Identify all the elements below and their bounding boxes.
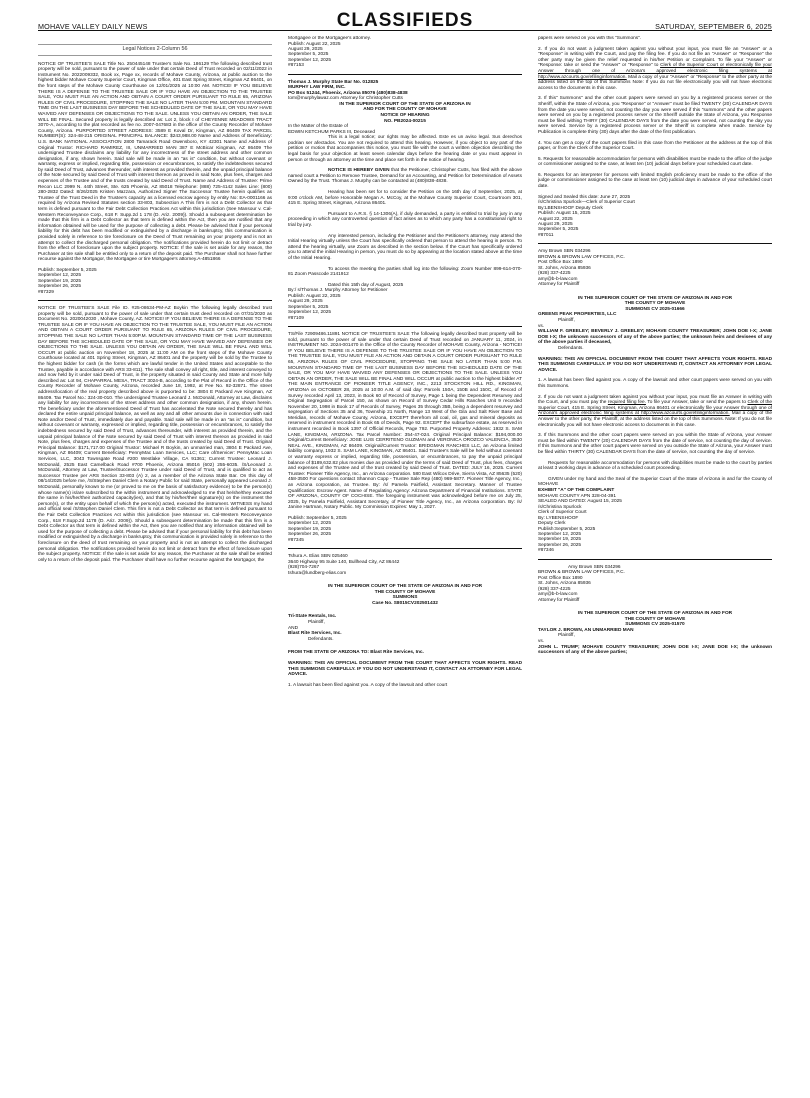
case-number: NO. PB2024-00215 — [384, 118, 426, 124]
court-caption — [538, 611, 772, 628]
signed-line: By:LBENSHOOF Deputy Clerk — [538, 205, 603, 211]
plaintiff-role: Plaintiff, — [558, 633, 575, 639]
attorney-line: BROWN & BROWN LAW OFFICES, P.C. — [538, 570, 625, 576]
hearing-paragraph — [288, 168, 522, 185]
pub-line: August 29, 2025 — [538, 221, 573, 227]
clerk-address-link: Clerk of the Superior Court, 415 E. Spring Street, Kingman, Arizona 86401 or electronically file your Answer through one of Arizona's approved electronic filing systems at http://www.azcourts.gov/efilinginformation. — [538, 400, 772, 417]
notice-number: #87153 — [288, 63, 304, 69]
parcel-line: By: LYBENSHOOF — [538, 515, 579, 521]
pub-line: August 29, 2025 — [288, 299, 323, 305]
notice-number: #87011 — [538, 232, 554, 238]
matter-line: EDWIN KETCHUM PARKS III, Deceased — [288, 129, 376, 135]
pub-line: September 5, 2025 — [288, 304, 329, 310]
publication-dates — [538, 527, 772, 554]
issue-date: SATURDAY, SEPTEMBER 6, 2025 — [655, 22, 772, 31]
parcel-line: Deputy Clerk — [538, 521, 566, 526]
notice-number: #87329 — [38, 289, 54, 295]
attorney-block — [538, 565, 772, 604]
summons-text: To file your Answer, take or send the papers to — [647, 400, 746, 406]
estate-matter — [288, 124, 522, 135]
attorney-line: MURPHY LAW FIRM, INC. — [288, 85, 346, 91]
notice-number: #87346 — [538, 548, 554, 554]
case-number: SUMMONS CV 2025-01666 — [625, 306, 685, 312]
trustee-sale-notice-3-body: TS/File 72909486.11891 NOTICE OF TRUSTEE'S SALE The following legally described trust property will be sold, pursuant to the power of sale under that certain Deed of Trust recorded on JANUARY 11, 2024, in INSTRUMENT NO. 2024-001470 in the Office of the County Recorder of MOHAVE County, Arizona - NOTICE! IF YOU BELIEVE THERE IS A DEFENSE TO THE TRUSTEE SALE OR IF YOU HAVE AN OBJECTION TO THE TRUSTEE SALE, YOU MUST FILE AN ACTION AND OBTAIN A COURT ORDER PURSUANT TO RULE 65, ARIZONA RULES OF CIVIL PROCEDURE, STOPPING THE SALE NO LATER THAN 5:00 P.M. MOUNTAIN STANDARD TIME OF THE LAST BUSINESS DAY BEFORE THE SCHEDULED DATE OF THE SALE, OR YOU MAY HAVE WAIVED ANY DEFENSES OR OBJECTIONS TO THE SALE. UNLESS YOU OBTAIN AN ORDER, THE SALE WILL BE FINAL AND WILL OCCUR at public auction to the highest bidder AT THE MAIN ENTRANCE OF PIONEER TITLE AGENCY, INC., 2213 STOCKTON HILL RD., KINGMAN, ARIZONA on OCTOBER 28, 2025 at 10:00 A.M. of said day: Parcels 150A, 150B and 150C, of Record of Survey recorded April 13, 2023, in Book 60 of Record of Survey, Page 1 being the Dependent Resurvey and Original Segregation of Parcel 150, as shown on Record of Survey Cedar Hills Ranches Unit 9 recorded November 20, 1998 in Book 17 of Records of Survey, Pages 35 through 35B, being a dependent resurvey and segregation of Sections 35 and 36, Township 21 North, Range 13 West of the Gila and Salt River Base and Meridian, records of Mohave County, Arizona, EXCEPT therefrom all coal, oil, gas and mineral deposits as reserved in instrument recorded in Book 65 of Deeds, Page 92. EXCEPT the subsurface estate, as reserved in instrument recorded in Book 1397 of Official Records, Page 792. Purported Property Address: 1932 S. SAM LANE, KINGMAN, ARIZONA. Tax Parcel Number: 354-47-024. Original Principal Balance: $194,000.00 Original/Current Beneficiary: JOSE LUIS CERRITENO GUZMAN and VERONICA OROZCO VALENCIA, 3530 NEAL AVE., KINGMAN, AZ 86409. Original/Current Trustor: BRIDGMAN RANCHES LLC, an Arizona limited liability company, 1932 S. SAM LANE, KINGMAN, AZ 86401. Said Trustee's Sale will be held without covenant or warranty express or implied, regarding title, possession, or encumbrances, to pay the unpaid principal balance of $189,632.82 plus monies due as provided under the terms of said Deed of Trust, plus fees, charges and expenses of the Trustee and of the trust created by said Deed of Trust. DATED: JULY 16, 2025. Current Trustee: Pioneer Title Agency, Inc., an Arizona corporation. 580 East Wilcox Drive, Sierra Vista, AZ 85635 (520) 458-3500 For questions contact Shannon Copp - Trustee Sale Rep (480) 969-5877. Pioneer Title Agency, Inc., an Arizona corporation, as Trustee. By: /s/ Pamela Fairfield, Assistant Secretary. Manner of Trustee Qualification: Escrow Agent. Name of Regulating Agency: Arizona Department of Financial Institutions. STATE OF ARIZONA, COUNTY OF COCHISE. The foregoing instrument was acknowledged before me on July 25, 2025, by Pamela Fairfield, Assistant Secretary, of Pioneer Title Agency, Inc., an Arizona corporation. By: /s/ Janine Hartman, Notary Public. My Commission Expires: May 1, 2027. — [288, 331, 522, 511]
attorney-line: Attorney for Plaintiff — [538, 282, 580, 288]
notice-divider — [538, 559, 772, 560]
attorney-line: (928) 337-4225 — [538, 586, 571, 592]
publication-dates — [288, 42, 522, 69]
attorney-block — [288, 80, 522, 97]
signature-line: By:/ s/Thomas J. Murphy Attorney for Petitioner — [288, 288, 388, 294]
pub-line: September 26, 2025 — [538, 542, 582, 548]
parcel-block — [538, 494, 772, 527]
signed-line: Signed and Sealed this date: June 27, 2025 — [538, 194, 631, 200]
trustee-sale-notice-1-body: NOTICE OF TRUSTEE'S SALE Title No. 250445148 Trustee's Sale No. 186129 The following described trust property will be sold, pursuant to the power of sale under that certain Deed of Trust recorded on 02/11/2022 in Instrument No. 2022009332, Book xx, Page xx, records of Mohave County, Arizona, at public auction to the highest bidder Mohave County Superior Court, Kingman Office, 401 East Spring Street, Kingman AZ 86401, on the front steps of the Mohave County Courthouse on 12/01/2025 at 10:00 AM. NOTICE! IF YOU BELIEVE THERE IS A DEFENSE TO THE TRUSTEE SALE OR IF YOU HAVE AN OBJECTION TO THE TRUSTEE SALE, YOU MUST FILE AN ACTION AND OBTAIN A COURT ORDER PURSUANT TO RULE 65, ARIZONA RULES OF CIVIL PROCEDURE, STOPPING THE SALE NO LATER THAN 5:00 PM. MOUNTAIN STANDARD TIME ON THE LAST BUSINESS DAY BEFORE THE SCHEDULED DATE OF THE SALE, OR YOU MAY HAVE WAIVED ANY DEFENSES OR OBJECTIONS TO THE SALE. UNLESS YOU OBTAIN AN ORDER, THE SALE WILL BE FINAL. Secured property is legally described as: Lot 2, block I of CHEYENNE MEADOWS TRACT 3070-A, according to the plat recorded as fee no. 2007-047683 in the office of the County Recorder of Mohave County, Arizona. PURPORTED STREET ADDRESS: 3589 E Koval Dr, Kingman, AZ 86409 TAX PARCEL NUMBER(S): 324-48-215 ORIGINAL PRINCIPAL BALANCE: $243,988.00 Name and Address of Beneficiary: U.S. BANK NATIONAL ASSOCIATION 2800 Tamarack Road Owensboro, KY 42301 Name and Address of Original Trustor: RICHARD RAMIREZ, III, UNMARRIED MAN 387 E McBicar Kingman, AZ 86409 The undersigned Trustee disclaims any liability for any incorrectness of the street address and other common designation, if any, shown herein. Said sale will be made in an "as is" condition, but without covenant or warranty, express or implied, regarding title, possession or encumbrances, to satisfy the indebtedness secured by said Deed of Trust, advances thereunder, with interest as provided therein, and the unpaid principal balance of the Note secured by said Deed of Trust with interest thereon as proved in said Note, plus fees, charges and expenses of the Trustee and of the trusts created by said Deed of Trust. Name and Address of Trustee: Prime Recon LLC 2999 N. 44th Street, Ste. 625 Phoenix, AZ 85018 Telephone: (888) 725-4142 Sales Line: (800) 280-2832 Dated: 8/26/2025 Kristen Mazzara, Authorized Signer The Successor Trustee herein qualifies as Trustee of the Trust Deed in the Trustee's capacity as a licensed escrow agency by entity No: EA-0001166 as required by Arizona Revised Statutes section 33-803, Subsection A This firm is not a Debt Collector as that term is defined pursuant to the Fair Debt Collection Practices Act within this jurisdiction (See Mansour v. Cal-Western Reconveyance Corp., 618 F. Supp.2d 1 178 (D. Ariz. 2009)). Should a subsequent determination be made that this firm is a Debt Collector as that term is defined within the Act, then you are notified that any information obtained will be used for the purpose of collecting a debt. Please be advised that if your personal liability for this debt has been modified or extinguished by a discharge in bankruptcy, this communication is provided solely in reference to tire foreclosure on the Deed of Trust remaining on your property and is not an attempt to collect the discharged personal obligation. The notifications provided herein do not limit or detract from the effect of foreclosure upon the subject property. NOTICE: If the sale is set aside for any reason, the Purchaser at tire sale shall be entitled only to a return of the deposit paid. The Purchaser shall not have further recourse against the Mortgagor, the Mortgagee or tire Mortgagee's attorney.A-4851866 — [38, 61, 272, 263]
publication-dates — [288, 294, 522, 321]
pub-line: September 12, 2025 — [38, 273, 82, 279]
summons-paragraph: 6. Requests for an interpreter for persons with limited English proficiency must be made to the office of the judge or commissioner assigned to the case at least ten (10) judicial days in advance of your scheduled court date. — [538, 172, 772, 190]
party-vs: vs. — [538, 323, 545, 329]
party-vs: vs. — [538, 639, 545, 644]
defendants-list: WILLIAM F. GREELEY; BEVERLY J. GREELEY; MOHAVE COUNTY TREASURER; JOHN DOE I-X; JANE DOE I-X; the unknown successors of any of the above parties; the unknown heirs and devisees of any of the above parties if deceased, — [538, 329, 772, 346]
attorney-line: (928)704-7267 — [288, 565, 320, 570]
hearing-paragraph: This is a legal notice; our rights may be affected. Este es un aviso legal. Sus derechos podrian ser afectados. You are not required to attend this hearing. However, if you object to any part of the petition or motion that accompanies this notice, you must file with the court a written objection describing the legal basis for your objection at least seven calendar days before the hearing date or you must appear in person or through an attorney at the time and place set forth in the notice of hearing. — [288, 135, 522, 163]
matter-line: In the Matter of the Estate of — [288, 124, 348, 130]
publication-dates — [538, 211, 772, 238]
court-line: SUMMONS — [392, 595, 418, 601]
court-line: THE COUNTY OF MOHAVE — [624, 616, 686, 622]
summons-paragraph: 3. If this Summons and the other court papers were served on you within the State of Arizona, your Answer must be filed within TWENTY (20) CALENDAR DAYS from the date of service, not counting the day of service. If this Summons and the other court papers were served on you outside the State of Arizona, your Answer must be filed within THIRTY (30) CALENDAR DAYS from the date of service, not counting the day of service. — [538, 433, 772, 455]
attorney-line: St. Johns, Arizona 85936 — [538, 265, 591, 271]
pub-line: September 19, 2025 — [538, 537, 582, 543]
notice-divider — [538, 243, 772, 244]
court-line: IN THE SUPERIOR COURT OF THE STATE OF ARIZONA IN AND FOR — [577, 611, 733, 617]
court-line: THE COUNTY OF MOHAVE — [374, 589, 436, 595]
notice-lead: NOTICE IS HEREBY GIVEN — [328, 168, 390, 174]
attorney-line: (928) 337-4225 — [538, 271, 571, 277]
parcel-line: /s/Christina Spurlock — [538, 504, 582, 510]
dated-line: Dated this 15th day of August, 2025 — [328, 282, 404, 288]
defendant-role: Defendants. — [308, 636, 334, 642]
column-2 — [288, 36, 522, 1090]
summons-warning: WARNING: THIS AN OFFICIAL DOCUMENT FROM THE COURT THAT AFFECTS YOUR RIGHTS. READ THIS SUMMONS CAREFULLY. IF YOU DO NOT UNDERSTAND IT, CONTACT AN ATTORNEY FOR LEGAL ADVICE. — [538, 356, 772, 373]
defendants-role: Defendants. — [558, 346, 584, 352]
summons-paragraph: 3. If this" Summons" and the other court papers were served on you by a registered process server or the Sheriff, within the State of Arizona, you "Response" or "Answer" must be filed TWENTY (20) CALENDAR DAYS from the date you were served, not counting the day you were served if this "summons" and the other papers were served on you by a registered process server or the Sheriff outside the State of Arizona, you Response must be filed withing THIRY (30) CALENDAR DAYS from the date you were served, not counting the day you were served. Service by a registered process server or the Sheriff is complete when made. Service by Publication is complete thirty (30) days after the date of the first publication. — [538, 96, 772, 135]
court-line: AND FOR THE COUNTY OF MOHAVE — [363, 107, 447, 113]
hearing-paragraph: Pursuant to A.R.S. § 14-1306(A), if duly demanded, a party is entitled to trial by jury in any proceeding in which any controverted question of fact arises as to which any party has a constitutional right to trial by jury. — [288, 211, 522, 228]
pub-line: September 12, 2025 — [288, 521, 332, 527]
pub-line: September 26, 2025 — [38, 284, 82, 290]
filing-instructions-link: Clerk of the Superior Court or electronically file your Answer through one of Arizona's approved electronic filing systems at http://www.azcourts.gov/efilinginformation. — [538, 63, 772, 80]
attorney-line: St. Johns, Arizona 85936 — [538, 581, 591, 587]
pub-line: August 29, 2025 — [288, 47, 323, 52]
attorney-line: Amy Brown SBN 034296 — [538, 249, 591, 255]
summons-text: 2. If you do not want a judgment taken against you without your input, you must file an "Answer" or a "Response" in writing with the Court, and pay the filing fee. If you do not file an "Answer" or "Response" the other party may be given the relief requested in his/her Petition or Complaint. To file your "Answer" or "Response: take or send the "Answer" or "Response" to — [538, 46, 772, 69]
hearing-paragraph: Hearing has been set for to consider the Petition on the 16th day of September, 2025, at 9:00 o'clock AM, before Honorable Megan A. McCoy, at the Mohave County Superior Court, Courtroom 301, 415 E. Spring Street, Kingman, Arizona 86401. — [288, 190, 522, 207]
pub-line: September 12, 2025 — [288, 310, 332, 316]
signed-block — [538, 195, 772, 212]
parcel-line: MOHAVE COUNTY APN 328-04-391 — [538, 493, 616, 499]
pub-line: September 5, 2025 — [538, 227, 579, 233]
court-caption — [538, 296, 772, 313]
notice-category-header: Legal Notices 2-Column 56 — [38, 44, 272, 56]
pub-line: Publish:September 5, 2025 — [538, 526, 596, 532]
attorney-block — [288, 554, 522, 576]
summons-paragraph: 1. A lawsuit has been filed against you. A copy of the lawsuit and other court — [288, 682, 448, 688]
attorney-line: tshura@lundberg-elias.com — [288, 570, 347, 576]
notice-divider — [38, 300, 272, 301]
plaintiff-name: TAYLOR J. BROWN, AN UNMARRIED MAN — [538, 627, 634, 633]
court-line: IN THE SUPERIOR COURT OF THE STATE OF ARIZONA IN — [339, 101, 471, 107]
attorney-line: Post Office Box 1890 — [538, 260, 583, 266]
summons-text: Mail a copy of your "Answer" or "Response" to the other party at the address listed on the top of this Summons Note: If you do not file electronically you will not have electronic access to the documents in this case. — [538, 74, 772, 91]
defendants-list: JOHN L. TRUMP; MOHAVE COUNTY TREASURER; JOHN DOE I-X; JANE DOE I-X; the unknown successors of any of the above parties; — [538, 644, 772, 656]
hearing-paragraph: Any interested person, including the Petitioner and the Petitioner's attorney, may attend the Initial Hearing virtually unless the Court has specifically ordered that person to attend the hearing in person. To attend the hearing virtually, use Zoom as described in the section below. If the Court has specifically ordered you to attend the initial Hearing in person, you must do so by appearing at the location stated above at the time of the Initial Hearing. — [288, 233, 522, 261]
summons-text: 2. If you do not want a judgment taken against you without your input, you must file an Answer in writing with the Court, and you must pay the — [538, 394, 772, 406]
pub-line: Publish: September 5, 2025 — [38, 267, 97, 273]
notice-continuation: Mortgagee or the Mortgagee's attorney. — [288, 36, 371, 41]
pub-line: Publish: August 15, 2025 — [538, 211, 591, 217]
attorney-line: PO Box 51244, Phoenix, Arizona 85076 (480)838-4838 — [288, 90, 408, 96]
plaintiff-role: Plaintiff, — [558, 318, 575, 324]
plaintiff-name: Tri-State Rentals, Inc. — [288, 614, 337, 620]
pub-line: September 26, 2025 — [288, 532, 332, 538]
summons-paragraph — [538, 47, 772, 92]
pub-line: September 12, 2025 — [538, 531, 582, 537]
summons-text: Mail a copy of the Answer to the other party, the Plaintiff, at the address listed on the top of this Summons. Note: If you do not file electronically you will not have electronic access to documents in this case. — [538, 411, 772, 428]
column-3 — [538, 36, 772, 1090]
plaintiff-role: Plaintiff, — [308, 619, 325, 625]
pub-line: September 19, 2025 — [288, 526, 332, 532]
attorney-line: Tshura A. Elias SBN 025460 — [288, 554, 348, 559]
pub-line: September 12, 2025 — [288, 57, 332, 63]
attorney-line: BROWN & BROWN LAW OFFICES, P.C. — [538, 254, 625, 260]
court-caption — [288, 584, 522, 606]
notice-divider — [288, 74, 522, 75]
notice-number: #87109 — [288, 315, 304, 321]
summons-paragraph: 4. You can get a copy of the court papers filed in this case from the Petitioner at the address at the top of this paper, or from the Clerk of the Superior Court. — [538, 140, 772, 152]
defendant-name: Blast Rite Services, Inc. — [288, 631, 342, 637]
attorney-block — [538, 249, 772, 288]
section-title: CLASSIFIEDS — [336, 10, 474, 31]
summons-from: FROM THE STATE OF ARIZONA TO: Blast Rite Services, Inc. — [288, 650, 424, 656]
summons-continuation: papers were served on you with this "Summons". — [538, 36, 642, 41]
attorney-line: Post Office Box 1890 — [538, 575, 583, 581]
pub-line: Publish: September 5, 2025 — [288, 515, 347, 521]
attorney-line: amy@b-b-law.com — [538, 276, 578, 282]
pub-line: Publish: August 22, 2025 — [288, 41, 341, 47]
trustee-sale-notice-2-body: NOTICE OF TRUSTEE'S SALE File ID. #25-08634-PM-AZ Boykin The following legally described trust property will be sold, pursuant to the power of sale under that certain trust deed recorded on 07/31/2020 as Document No. 2020042030 , Mohave County, AZ. NOTICE! IF YOU BELIEVE THERE IS A DEFENSE TO THE TRUSTEE SALE OR IF YOU HAVE AN OBJECTION TO THE TRUSTEE SALE, YOU MUST FILE AN ACTION AND OBTAIN A COURT ORDER PURSUANT TO RULE 65, ARIZONA RULES OF CIVIL PROCEDURE, STOPPING THE SALE NO LATER THAN 5:00P.M. MOUNTAIN STANDARD TIME OF THE LAST BUSINESS DAY BEFORE THE SCHEDULED DATE OF THE SALE, OR YOU MAY HAVE WAIVED ANY DEFENSES OR OBJECTIONS TO THE SALE. UNLESS YOU OBTAIN AN ORDER, THE SALE WILL BE FINAL AND WILL OCCUR at public auction on November 18, 2025 at 11:00 AM on the front steps of the Mohave County Courthouse located at 401 Spring Street, Kingman, AZ 86401 and the property will be sold by the Trustee to the highest bidder for cash (in the forms which are lawful tender in the United States and acceptable to the Trustee, payable in accordance with ARS 33-811). The sale shall convey all right, title, and interest conveyed to and now held by it under said Deed of Trust, in the property situated in said County and State and more fully described as: Lot 94, CHAPARRAL MESA, TRACT 3024-B, according to the Plat of Record in the Office of the County Recorder of Mohave County, Arizona, recorded June 18, 1992, at Fee No. 92-32871. The street address/location of the real property described above is purported to be: 3804 E Packard Ave Kingman, AZ 86409. Tax Parcel No.: 324-30-010. The undersigned Trustee Leonard J. McDonald, Attorney at Law, disclaims any liability for any incorrectness of the street address and other common designation, if any, shown herein. The beneficiary under the aforementioned Deed of Trust has accelerated the Note secured thereby and has declared the entire unpaid principal balance, as well as any and all other amounts due in connection with said Note and/or Deed of Trust, immediately due and payable. Said sale will be made in an "as is" condition, but without covenant or warranty, expressed or implied, regarding title, possession or encumbrances, to satisfy the indebtedness secured by said Deed of Trust, advances thereunder, with interest as provided therein, and the unpaid principal balance of the Note secured by said Deed of Trust with interest thereon as provided in said Note, plus fees, charges and expenses of the Trustee and of the trusts created by said Deed of Trust. Original Principal Balance: $171,717.00 Original Trustor: Michael R Boykin, an unmarried man, 3804 E Packard Ave, Kingman, AZ 86409; Current Beneficiary: PennyMac Loan Services, LLC; Care of/Servicer: PennyMac Loan Services, LLC, 3043 Townsgate Road #200 Westlake Village, CA 91361; Current Trustee: Leonard J. McDonald, 2525 East Camelback Road #700 Phoenix, Arizona 85016 (602) 255-6035. /S/Leonard J. McDonald, Attorney at Law, Trustee/Successor Trustee under said Deed of Trust, and is qualified to act as Successor Trustee per ARS Section 33-803 (A) 2, as a member of the Arizona State Bar. On this day of 08/14/2025 before me, /S/Stephen Daniel Clem a Notary Public for said State, personally appeared Leonard J. McDonald, personally known to me (or proved to me on the basis of satisfactory evidence) to be the person(s) whose name(s) is/are subscribed to the within instrument and acknowledged to me that he/she/they executed the same in his/her/their authorized capacity(ies), and that by his/her/their signature(s) on the instrument the person(s), or the entity upon behalf of which the person(s) acted, executed the instrument. WITNESS my hand and official seal /S/Stephen Daniel Clem. This firm is not a Debt Collector as that term is defined pursuant to the Fair Debt Collection Practices Act within this jurisdiction (see Mansour vs. Cal-Western Reconveyance Corp., 618 F.Supp.2d 1178 (D. Ariz. 2009)). Should a subsequent determination be made that this firm is a Debt Collector as that term is defined within the Act, then you are notified that any information obtained will be used for the purpose of collecting a debt. Please be advised that if your personal liability for this debt has been modified or extinguished by a discharge in bankruptcy, this communication is provided solely in reference to the foreclosure on the deed of trust remaining on your property and is not an attempt to collect the discharged personal obligation. The notifications provided herein do not limit or detract from the effect of foreclosure upon the subject property. NOTICE: If the sale is set aside for any reason, the Purchaser at the sale shall be entitled only to a return of the deposit paid. The Purchaser shall have no further recourse against the Mortgagor, the — [38, 306, 272, 563]
notice-divider — [288, 548, 522, 549]
summons-paragraph — [538, 395, 772, 429]
hearing-paragraph: To access the meeting the parties shall log into the following: Zoom Number 899-614-070-81 Zoom Passcode 2141912 — [288, 266, 522, 278]
attorney-email: tom@murphylawaz.com Attorney for Christopher Cutts — [288, 96, 403, 102]
masthead-rule — [38, 30, 772, 31]
publication-dates — [288, 516, 522, 543]
court-line: THE COUNTY OF MOHAVE — [624, 301, 686, 307]
summons-paragraph: 5. Requests for reasonable accommodation for persons with disabilities must be made to the office of the judge or commissioner assigned to the case, at least ten (10) judicial days before your scheduled court date. — [538, 156, 772, 168]
attorney-line: Thomas J. Murphy State Bar No. 012825 — [288, 79, 379, 85]
case-number: Case No. S8015CV202501432 — [372, 600, 438, 606]
court-line: IN THE SUPERIOR COURT OF THE STATE OF ARIZONA IN AND FOR — [577, 295, 733, 301]
case-number: SUMMONS CV 2025-01570 — [625, 622, 685, 628]
attorney-line: 3640 Highway 95 Suite 140, Bullhead City, AZ 86442 — [288, 559, 400, 565]
party-and: AND — [288, 625, 299, 631]
pub-line: Publish: August 22, 2025 — [288, 293, 341, 299]
parcel-line: Clerk of Superior Court — [538, 510, 587, 515]
column-1 — [38, 36, 272, 1090]
paper-name: MOHAVE VALLEY DAILY NEWS — [38, 22, 148, 31]
hearing-text: that the Petitioner, Christopher Cutts, has filed with the above named court a Petition to Remove Trustee, Demand for an Accounting, and Petition for Determination of Assets Owned by the Trust. Thomas J. Murphy can be contacted at (480)838-4838. — [288, 168, 522, 185]
notice-number: #87345 — [288, 537, 304, 543]
attorney-line: amy@b-b-law.com — [538, 592, 578, 598]
court-line: NOTICE OF HEARING — [380, 112, 430, 118]
signed-line: /s/Christina Spurlock—Clerk of Superior Court — [538, 200, 635, 206]
attorney-line: Amy Brown SBN 034296 — [568, 564, 621, 570]
attorney-line: Attorney for Plaintiff — [538, 597, 580, 603]
summons-paragraph: 1. A lawsuit has been filed against you. A copy of the lawsuit and other court papers were served on you with this Summons. — [538, 378, 772, 389]
pub-line: August 22, 2025 — [538, 216, 573, 222]
exhibit-title: EXHIBIT "A" OF THE COMPLAINT — [538, 487, 615, 493]
plaintiff-name: GREENS PEAK PROPERTIES, LLC — [538, 312, 617, 318]
filing-fee-link: required filing fee. — [607, 400, 646, 406]
parcel-line: SEALED AND DATED: August 15, 2025 — [538, 499, 622, 504]
publication-dates — [38, 268, 272, 295]
pub-line: September 19, 2025 — [38, 278, 82, 284]
pub-line: September 5, 2025 — [288, 52, 329, 58]
notice-divider — [288, 326, 522, 327]
court-line: IN THE SUPERIOR COURT OF THE STATE OF ARIZONA IN AND FOR — [327, 584, 483, 589]
court-caption — [288, 102, 522, 124]
summons-paragraph: Requests for reasonable accommodation for persons with disabilities must be made to the court by parties at least 3 working days in advance of a scheduled court proceeding. — [538, 460, 772, 472]
given-under-hand: GIVEN under my hand and the Seal of the Superior Court of the State of Arizona in and for the County of MOHAVE — [538, 476, 772, 488]
summons-warning: WARNING: THIS AN OFFICIAL DOCUMENT FROM THE COURT THAT AFFECTS YOUR RIGHTS. READ THIS SUMMONS CAREFULLY. IF YOU DO NOT UNDERSTAND IT, CONTACT AN ATTORNEY FOR LEGAL ADVICE. — [288, 660, 522, 678]
